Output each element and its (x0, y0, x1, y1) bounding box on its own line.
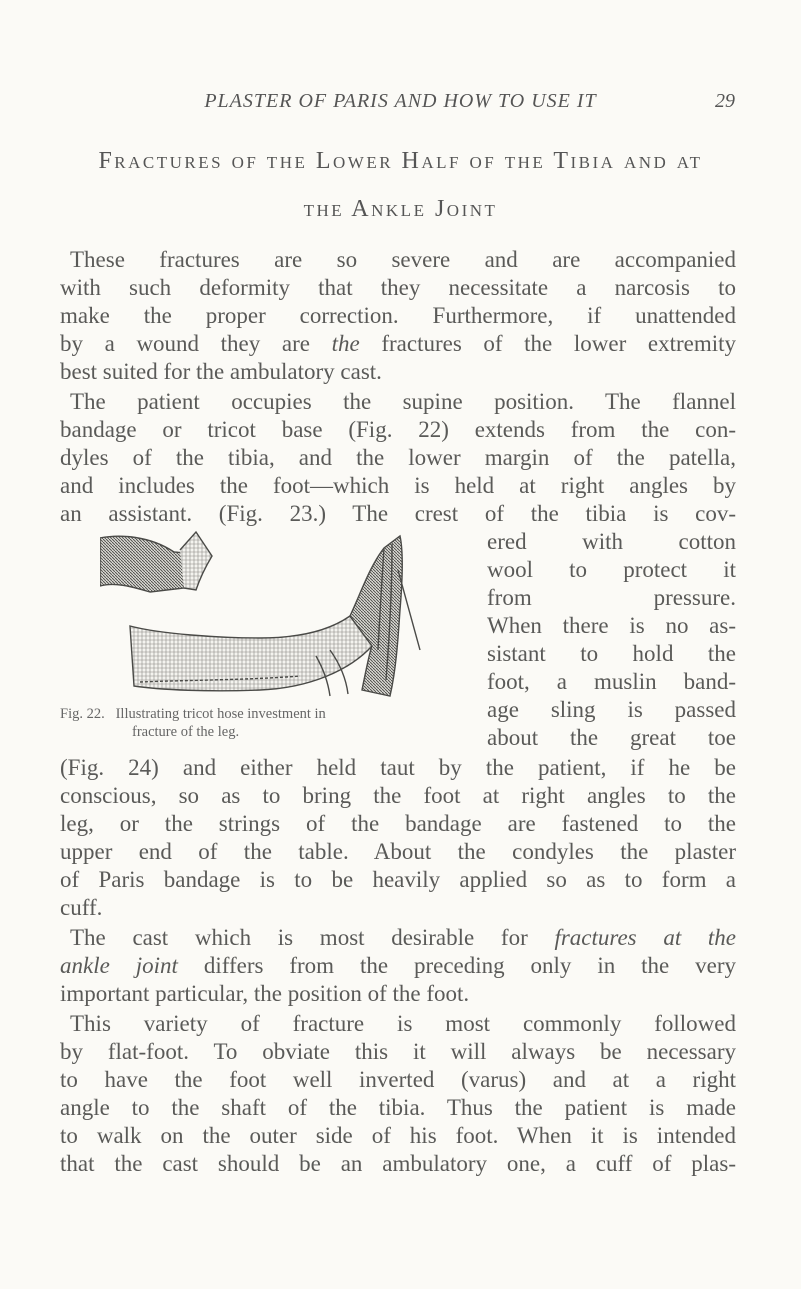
figure-caption (60, 706, 326, 723)
wrap-line: wool to protect it (487, 557, 736, 582)
para1-line: These fractures are so severe and are accompanied (70, 247, 736, 272)
para2-cont-line: of Paris bandage is to be heavily applied so as to form a (60, 867, 736, 892)
wrap-line: sistant to hold the (487, 641, 736, 666)
para2-cont-line: conscious, so as to bring the foot at right angles to the (60, 783, 736, 808)
page-number: 29 (715, 90, 735, 112)
para2-cont-line: cuff. (60, 895, 103, 920)
wrap-line: foot, a muslin band- (487, 669, 736, 694)
wrap-line: When there is no as- (487, 613, 736, 638)
para3-line: ankle joint differs from the preceding only in the very (60, 953, 737, 978)
wrap-line: age sling is passed (487, 697, 736, 722)
para2-line: dyles of the tibia, and the lower margin of the patella, (60, 445, 736, 470)
figure-caption-line1: Illustrating tricot hose investment in (115, 706, 326, 722)
para4-line: This variety of fracture is most commonly followed (70, 1011, 736, 1036)
para4-line: to have the foot well inverted (varus) and at a right (60, 1067, 736, 1092)
para4-line: by flat-foot. To obviate this it will always be necessary (60, 1039, 736, 1064)
para2-line: an assistant. (Fig. 23.) The crest of the tibia is cov- (60, 501, 736, 526)
para1-line: by a wound they are the fractures of the lower extremity (60, 331, 737, 356)
wrap-line: ered with cotton (487, 529, 736, 554)
section-heading-line1: Fractures of the Lower Half of the Tibia and at (98, 148, 703, 174)
para2-line: The patient occupies the supine position. The flannel (70, 389, 736, 414)
para4-line: angle to the shaft of the tibia. Thus the patient is made (60, 1095, 736, 1120)
emphasis: the (331, 331, 360, 356)
para3-line: important particular, the position of the foot. (60, 981, 470, 1006)
para1-line: make the proper correction. Furthermore, if unattended (60, 303, 736, 328)
wrap-line: about the great toe (487, 725, 736, 750)
para4-line: to walk on the outer side of his foot. When it is intended (60, 1123, 736, 1148)
para2-line: bandage or tricot base (Fig. 22) extends from the con- (60, 417, 736, 442)
para3-line: The cast which is most desirable for fractures at the (70, 925, 736, 950)
para2-line: and includes the foot—which is held at right angles by (60, 473, 736, 498)
leg-illustration (100, 530, 480, 700)
emphasis: ankle joint (60, 953, 178, 978)
running-head: PLASTER OF PARIS AND HOW TO USE IT (204, 90, 597, 112)
figure-label: Fig. 22. (60, 706, 105, 722)
para2-cont-line: leg, or the strings of the bandage are fastened to the (60, 811, 736, 836)
wrap-line: from pressure. (487, 585, 736, 610)
para1-line: best suited for the ambulatory cast. (60, 359, 382, 384)
section-heading-line2: the Ankle Joint (303, 196, 498, 222)
para2-cont-line: (Fig. 24) and either held taut by the patient, if he be (60, 755, 736, 780)
para1-line: with such deformity that they necessitate a narcosis to (60, 275, 736, 300)
para4-line: that the cast should be an ambulatory one, a cuff of plas- (60, 1151, 736, 1176)
emphasis: fractures at the (554, 925, 736, 950)
para2-cont-line: upper end of the table. About the condyles the plaster (60, 839, 736, 864)
figure-caption-line2: fracture of the leg. (132, 724, 240, 740)
